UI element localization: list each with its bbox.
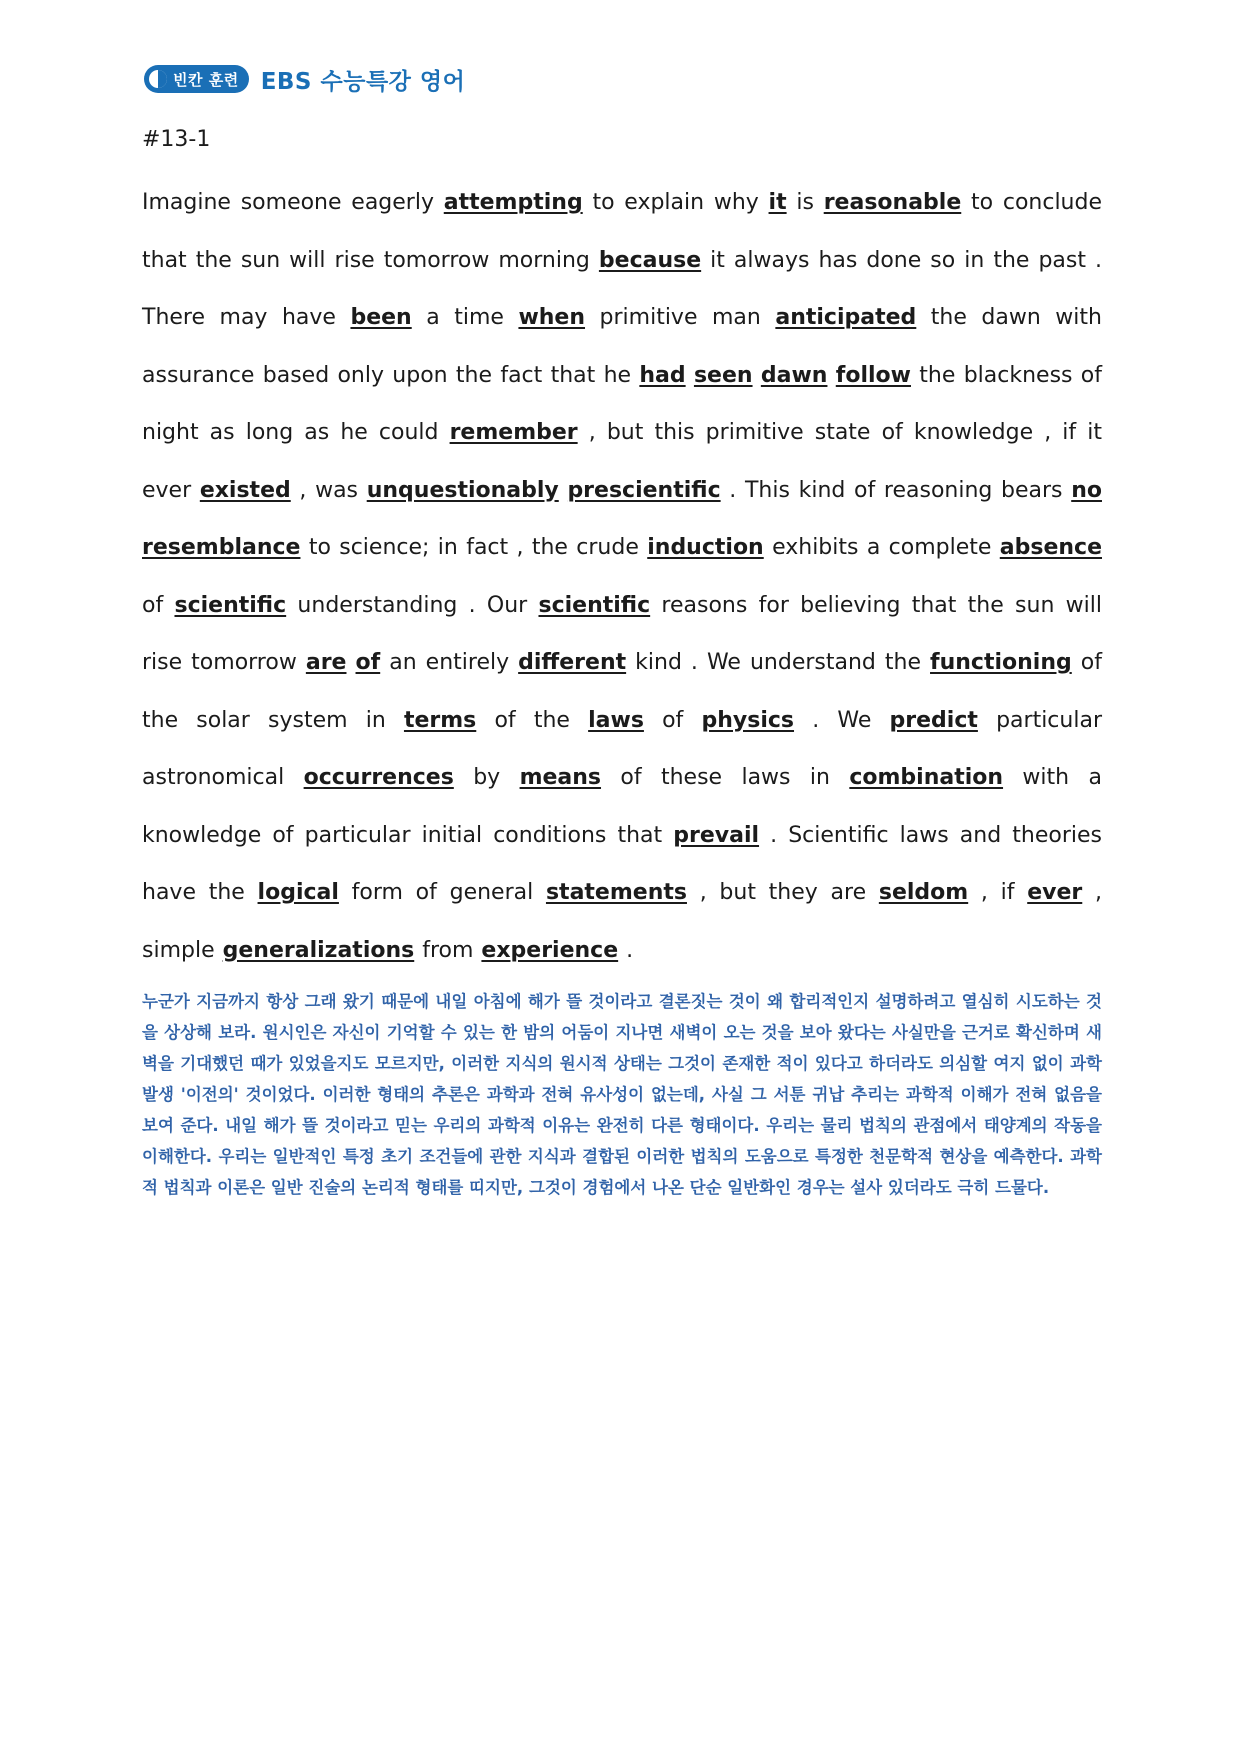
passage-text: , simple bbox=[142, 880, 1102, 963]
blank-word: scientific bbox=[174, 592, 287, 618]
passage-text: with a knowledge of particular initial conditions that bbox=[142, 765, 1102, 848]
passage-text: . Scientific laws and theories have the bbox=[142, 822, 1102, 905]
blank-word: no bbox=[1071, 477, 1102, 503]
blank-word: logical bbox=[257, 880, 339, 905]
passage-text: form of general bbox=[338, 880, 546, 905]
blank-word: had bbox=[639, 362, 686, 388]
korean-translation: 누군가 지금까지 항상 그래 왔기 때문에 내일 아침에 해가 뜰 것이라고 결론짓는 것이 왜 합리적인지 설명하려고 열심히 시도하는 것을 상상해 보라. 원시인은 자신이 기억할 수 있는 한 밤의 어둠이 지나면 새벽이 오는 것을 보아 왔다는 사실만을 근거로 확신하며 새벽을 기대했던 때가 있었을지도 모르지만, 이러한 지식의 원시적 상태는 그것이 존재한 적이 있다고 하더라도 의심할 여지 없이 과학 발생 '이전의' 것이었다. 이러한 형태의 추론은 과학과 전혀 유사성이 없는데, 사실 그 서툰 귀납 추리는 과학적 이해가 전혀 없음을 보여 준다. 내일 해가 뜰 것이라고 믿는 우리의 과학적 이유는 완전히 다른 형태이다. 우리는 물리 법칙의 관점에서 태양계의 작동을 이해한다. 우리는 일반적인 특정 초기 조건들에 관한 지식과 결합된 이러한 법칙의 도움으로 특정한 천문학적 현상을 예측한다. 과학적 법칙과 이론은 일반 진술의 논리적 형태를 띠지만, 그것이 경험에서 나온 단순 일반화인 경우는 설사 있더라도 극히 드물다. bbox=[142, 992, 1102, 1197]
half-moon-icon bbox=[148, 69, 168, 89]
blank-word: remember bbox=[449, 420, 578, 445]
header-title: EBS 수능특강 영어 bbox=[260, 68, 466, 95]
blank-word: dawn bbox=[760, 362, 828, 388]
passage-text: , but they are bbox=[686, 880, 879, 905]
passage-text bbox=[346, 650, 355, 675]
passage-text: the dawn with assurance based only upon the fact that he bbox=[142, 305, 1102, 388]
badge-label: 빈칸 훈련 bbox=[173, 70, 239, 89]
passage-text: of the bbox=[476, 707, 589, 733]
passage-text: . bbox=[618, 937, 634, 963]
blank-word: statements bbox=[545, 880, 687, 905]
blank-word: absence bbox=[999, 535, 1102, 560]
blank-word: seldom bbox=[878, 880, 969, 905]
passage-text bbox=[686, 363, 694, 388]
blank-word: anticipated bbox=[775, 305, 917, 330]
passage-text: Imagine someone eagerly bbox=[142, 190, 444, 215]
english-passage bbox=[142, 174, 1102, 979]
blank-word: follow bbox=[835, 362, 911, 388]
blank-word: laws bbox=[588, 707, 644, 733]
passage-text: to science; in fact , the crude bbox=[300, 535, 648, 560]
passage-text bbox=[827, 363, 835, 388]
blank-word: occurrences bbox=[303, 765, 454, 790]
blank-word: because bbox=[598, 247, 702, 273]
passage-text: of bbox=[643, 707, 702, 733]
passage-text: the blackness of night as long as he could bbox=[142, 362, 1103, 445]
passage-text: of the solar system in bbox=[142, 650, 1102, 733]
blank-word: prevail bbox=[673, 822, 760, 848]
blank-word: unquestionably bbox=[366, 477, 559, 503]
passage-text: is bbox=[786, 190, 824, 215]
blank-word: prescientific bbox=[567, 477, 721, 503]
passage-text: from bbox=[414, 937, 482, 963]
blank-word: combination bbox=[849, 765, 1004, 790]
blank-word: functioning bbox=[930, 650, 1072, 675]
passage-text: , if bbox=[968, 880, 1028, 905]
blank-word: reasonable bbox=[823, 190, 962, 215]
blank-word: it bbox=[768, 190, 787, 215]
blank-word: existed bbox=[199, 477, 291, 503]
blank-word: been bbox=[350, 305, 412, 330]
blank-word: generalizations bbox=[222, 937, 415, 963]
blank-word: resemblance bbox=[142, 535, 301, 560]
passage-text: . We bbox=[794, 707, 890, 733]
blank-word: when bbox=[518, 305, 586, 330]
blank-word: are bbox=[305, 650, 347, 675]
blank-word: of bbox=[355, 650, 381, 675]
passage-text: of bbox=[142, 592, 175, 618]
blank-word: terms bbox=[403, 707, 477, 733]
passage-text: , but this primitive state of knowledge , if it ever bbox=[142, 420, 1102, 503]
passage-text: it always has done so in the past . There may have bbox=[142, 247, 1102, 330]
passage-text: to explain why bbox=[582, 190, 769, 215]
passage-text: a time bbox=[411, 305, 519, 330]
problem-number: #13-1 bbox=[142, 127, 211, 152]
blank-word: induction bbox=[647, 535, 764, 560]
passage-text: understanding . Our bbox=[286, 592, 539, 618]
passage-text: by bbox=[453, 765, 520, 790]
passage-text: particular astronomical bbox=[142, 707, 1102, 790]
passage-text: kind . We understand the bbox=[626, 650, 931, 675]
passage-text: reasons for believing that the sun will rise tomorrow bbox=[142, 592, 1102, 675]
passage-text: . This kind of reasoning bears bbox=[720, 477, 1072, 503]
passage-text: exhibits a complete bbox=[763, 535, 1000, 560]
blank-word: experience bbox=[481, 937, 619, 963]
blank-word: seen bbox=[693, 362, 753, 388]
passage-text bbox=[753, 363, 761, 388]
blank-word: attempting bbox=[443, 190, 583, 215]
blank-word: means bbox=[519, 765, 602, 790]
blank-word: ever bbox=[1027, 880, 1083, 905]
blank-word: predict bbox=[889, 707, 978, 733]
blank-word: physics bbox=[701, 707, 795, 733]
passage-text: to conclude that the sun will rise tomorrow morning bbox=[142, 190, 1102, 273]
passage-text: of these laws in bbox=[601, 765, 850, 790]
document-header bbox=[144, 62, 465, 96]
passage-text: , was bbox=[290, 477, 367, 503]
blank-word: scientific bbox=[538, 592, 651, 618]
section-badge bbox=[144, 65, 249, 93]
passage-text: an entirely bbox=[380, 650, 519, 675]
passage-text: primitive man bbox=[585, 305, 776, 330]
blank-word: different bbox=[518, 650, 627, 675]
